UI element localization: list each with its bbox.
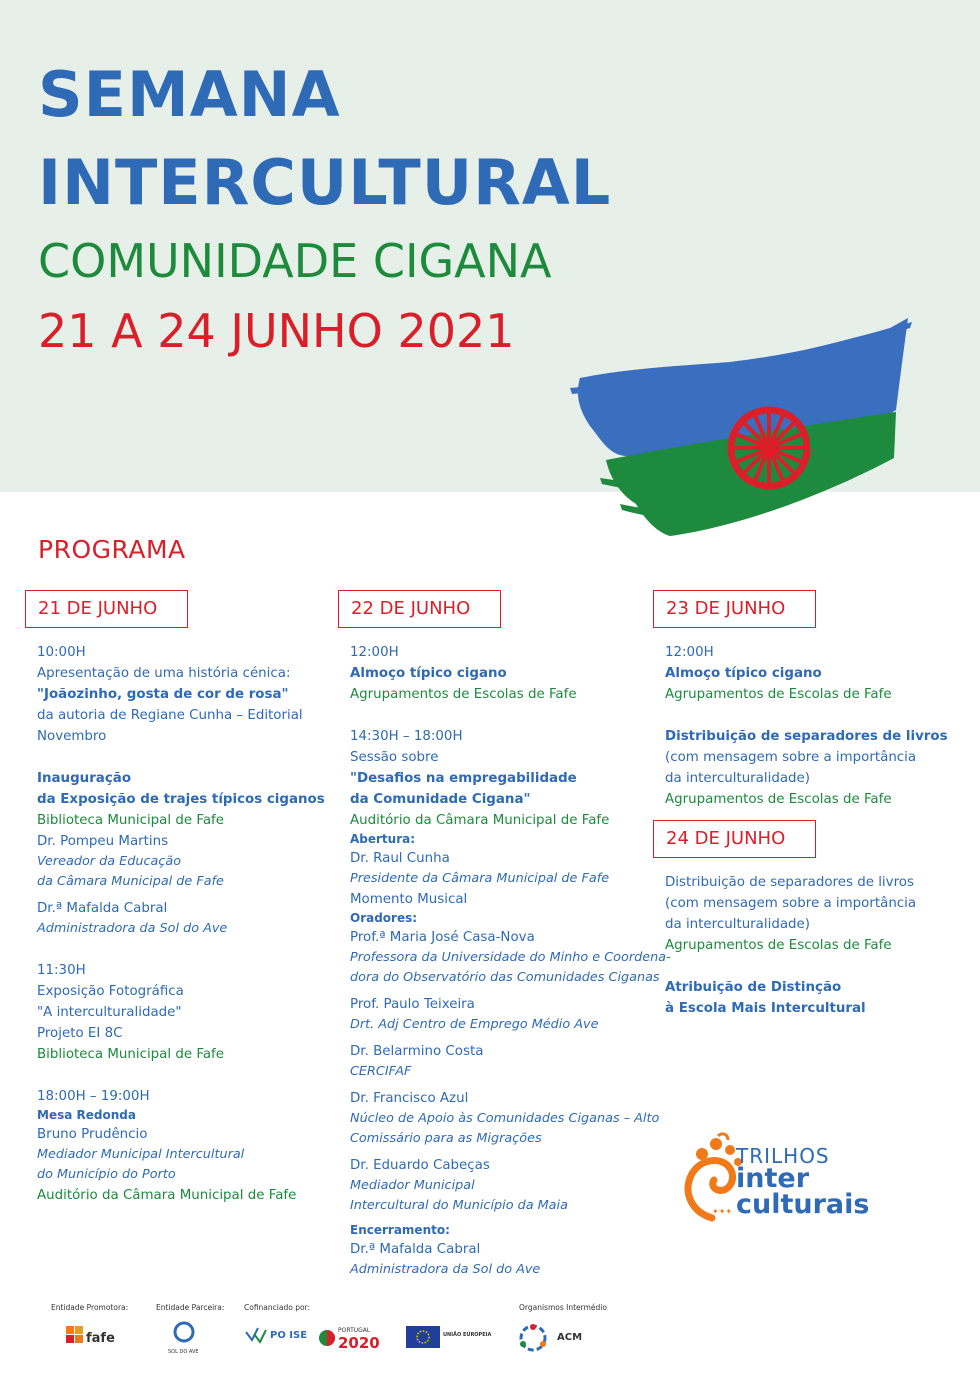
event-text: Projeto EI 8C — [37, 1026, 123, 1041]
eu-text: UNIÃO EUROPEIA — [443, 1332, 492, 1338]
logo-word-culturais: culturais — [736, 1189, 870, 1220]
event-place: Auditório da Câmara Municipal de Fafe — [37, 1188, 297, 1203]
event-dates: 21 A 24 JUNHO 2021 — [38, 304, 515, 358]
event-title: da Comunidade Cigana" — [350, 792, 531, 807]
event-text: da autoria de Regiane Cunha – Editorial — [37, 708, 303, 723]
subheading-oradores: Oradores: — [350, 911, 418, 925]
speaker-name: Prof.ª Maria José Casa-Nova — [350, 930, 535, 945]
event-title: Distribuição de separadores de livros — [665, 729, 948, 744]
speaker-role: Drt. Adj Centro de Emprego Médio Ave — [350, 1017, 599, 1032]
footer-label-organismos: Organismos Intermédio — [519, 1303, 607, 1312]
event-title: Inauguração — [37, 771, 132, 786]
speaker-role: Mediador Municipal — [350, 1178, 475, 1193]
event-place: Agrupamentos de Escolas de Fafe — [665, 792, 892, 807]
acm-logo — [517, 1320, 637, 1356]
speaker-role: da Câmara Municipal de Fafe — [37, 874, 224, 889]
speaker-role: do Município do Porto — [37, 1167, 176, 1182]
event-title: da Exposição de trajes típicos ciganos — [37, 792, 325, 807]
day-column-22 — [338, 590, 671, 1280]
portugal-2020-logo — [318, 1320, 396, 1356]
event-time: 10:00H — [37, 645, 86, 660]
speaker-role: CERCIFAF — [350, 1064, 412, 1079]
speaker-role: Administradora da Sol do Ave — [350, 1262, 541, 1277]
event-time: 14:30H – 18:00H — [350, 729, 463, 744]
speaker-role: Núcleo de Apoio às Comunidades Ciganas – Alto — [350, 1111, 660, 1126]
logo-wordmark — [736, 1146, 869, 1218]
fafe-logo-text: fafe — [86, 1331, 115, 1346]
sol-do-ave-text: SOL DO AVE — [168, 1349, 199, 1355]
speaker-name: Dr. Francisco Azul — [350, 1091, 469, 1106]
event-text: Novembro — [37, 729, 107, 744]
event-text: da interculturalidade) — [665, 771, 810, 786]
date-box-23: 23 DE JUNHO — [653, 590, 816, 628]
speaker-role: Comissário para as Migrações — [350, 1131, 542, 1146]
event-text: "A interculturalidade" — [37, 1005, 182, 1020]
event-place: Agrupamentos de Escolas de Fafe — [665, 938, 892, 953]
date-box-22: 22 DE JUNHO — [338, 590, 501, 628]
footer-label-promotora: Entidade Promotora: — [51, 1303, 129, 1312]
speaker-role: Presidente da Câmara Municipal de Fafe — [350, 871, 610, 886]
event-place: Biblioteca Municipal de Fafe — [37, 813, 224, 828]
speaker-name: Prof. Paulo Teixeira — [350, 997, 475, 1012]
p2020-text: 2020 — [338, 1334, 380, 1352]
event-title: à Escola Mais Intercultural — [665, 1001, 866, 1016]
speaker-name: Dr.ª Mafalda Cabral — [37, 901, 168, 916]
day-column-21 — [25, 590, 325, 1206]
event-place: Auditório da Câmara Municipal de Fafe — [350, 813, 610, 828]
event-text: da interculturalidade) — [665, 917, 810, 932]
po-ise-logo — [244, 1320, 312, 1356]
portugal-text: PORTUGAL — [338, 1327, 371, 1334]
speaker-role: Mediador Municipal Intercultural — [37, 1147, 245, 1162]
event-title: Almoço típico cigano — [350, 666, 507, 681]
event-title: Atribuição de Distinção — [665, 980, 842, 995]
event-text: Sessão sobre — [350, 750, 439, 765]
romani-flag-illustration — [560, 318, 920, 540]
footer-label-parceira: Entidade Parceira: — [156, 1303, 225, 1312]
eu-logo — [406, 1320, 492, 1356]
speaker-role: dora do Observatório das Comunidades Ciganas — [350, 970, 660, 985]
event-text: Exposição Fotográfica — [37, 984, 184, 999]
event-time: 12:00H — [665, 645, 714, 660]
speaker-name: Dr. Eduardo Cabeças — [350, 1158, 490, 1173]
event-text: Momento Musical — [350, 892, 468, 907]
subtitle-community: COMUNIDADE CIGANA — [38, 234, 552, 288]
speaker-name: Bruno Prudêncio — [37, 1127, 148, 1142]
event-title: "Desafios na empregabilidade — [350, 771, 577, 786]
event-text: (com mensagem sobre a importância — [665, 896, 917, 911]
event-place: Agrupamentos de Escolas de Fafe — [350, 687, 577, 702]
title-line-2: INTERCULTURAL — [38, 146, 612, 219]
speaker-role: Administradora da Sol do Ave — [37, 921, 228, 936]
speaker-role: Professora da Universidade do Minho e Coordena- — [350, 950, 671, 965]
event-title: Almoço típico cigano — [665, 666, 822, 681]
footer-label-cofinanciado: Cofinanciado por: — [244, 1303, 311, 1312]
logo-word-inter: inter — [736, 1163, 810, 1194]
po-ise-text: PO ISE — [270, 1330, 308, 1341]
date-box-21: 21 DE JUNHO — [25, 590, 188, 628]
speaker-name: Dr. Raul Cunha — [350, 851, 450, 866]
section-title: PROGRAMA — [38, 535, 186, 564]
event-place: Biblioteca Municipal de Fafe — [37, 1047, 224, 1062]
acm-text: ACM — [557, 1332, 583, 1343]
sol-do-ave-logo — [164, 1320, 212, 1356]
logo-word-trilhos: TRILHOS — [736, 1144, 830, 1168]
event-text: Apresentação de uma história cénica: — [37, 666, 291, 681]
event-title: "Joãozinho, gosta de cor de rosa" — [37, 687, 289, 702]
title-line-1: SEMANA — [38, 58, 341, 131]
event-text: Distribuição de separadores de livros — [665, 875, 914, 890]
subheading-encerramento: Encerramento: — [350, 1223, 450, 1237]
fafe-logo — [66, 1320, 122, 1356]
speaker-role: Intercultural do Município da Maia — [350, 1198, 568, 1213]
speaker-name: Dr. Pompeu Martins — [37, 834, 169, 849]
speaker-role: Vereador da Educação — [37, 854, 182, 869]
speaker-name: Dr.ª Mafalda Cabral — [350, 1242, 481, 1257]
speaker-name: Dr. Belarmino Costa — [350, 1044, 484, 1059]
svg-text:✦✦✦: ✦✦✦ — [712, 1207, 733, 1216]
event-time: 18:00H – 19:00H — [37, 1089, 150, 1104]
event-time: 12:00H — [350, 645, 399, 660]
subheading-abertura: Abertura: — [350, 832, 416, 846]
date-box-24: 24 DE JUNHO — [653, 820, 816, 858]
day-column-23-24 — [653, 590, 953, 1019]
event-time: 11:30H — [37, 963, 86, 978]
event-text: (com mensagem sobre a importância — [665, 750, 917, 765]
event-title: Mesa Redonda — [37, 1108, 136, 1122]
event-place: Agrupamentos de Escolas de Fafe — [665, 687, 892, 702]
